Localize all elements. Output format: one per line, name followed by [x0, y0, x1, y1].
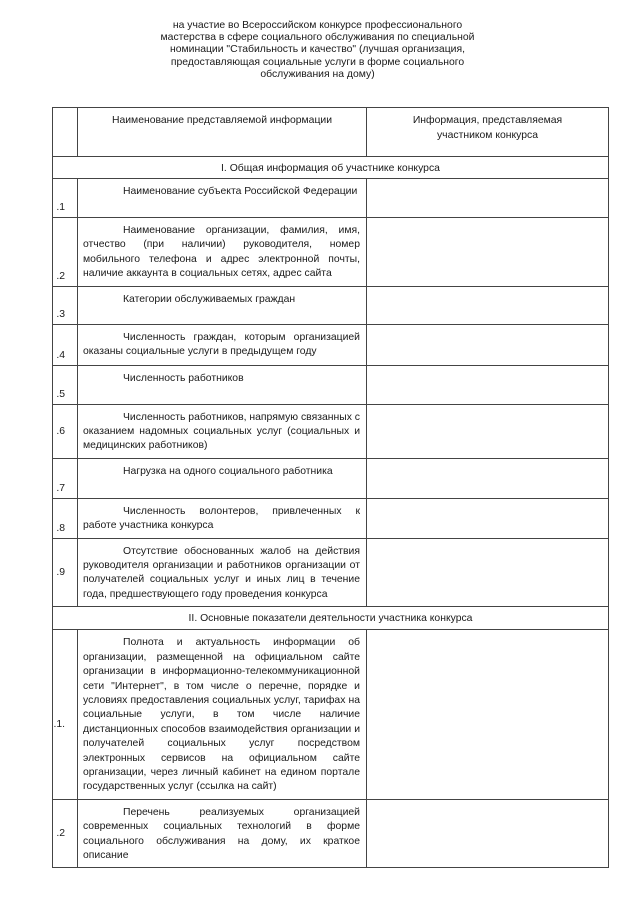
section-title: II. Основные показатели деятельности участника конкурса: [53, 607, 609, 630]
heading-line: номинации "Стабильность и качество" (лучшая организация,: [170, 44, 465, 56]
table-row: [53, 179, 609, 218]
row-label: [78, 286, 367, 324]
row-label-text: Нагрузка на одного социального работника: [123, 465, 333, 477]
row-number: .9: [53, 538, 78, 607]
row-label-text: Перечень реализуемых организацией современных социальных технологий в форме социального обслуживания на дому, их краткое описание: [83, 806, 360, 861]
row-label: [78, 538, 367, 607]
row-number: .5: [53, 365, 78, 404]
row-label-text: Категории обслуживаемых граждан: [123, 293, 296, 305]
table-row: [53, 324, 609, 365]
table-row: [53, 365, 609, 404]
row-label-text: Полнота и актуальность информации об организации, размещенной на официальном сайте организации в информационно-телекоммуникационной сети "Интернет", в том числе о перечне, порядке и условиях предоставления социальных услуг, тарифах на социальные услуги, в том числе наличие дистанционных способов взаимодействия организации и получателей социальных услуг посредством электронных сервисов на официальном сайте организации, через личный кабинет на едином портале государственных услуг (ссылка на сайт): [83, 637, 360, 793]
table-row: [53, 458, 609, 498]
heading-line: обслуживания на дому): [260, 68, 375, 80]
header-num-cell: [53, 108, 78, 157]
row-label: [78, 458, 367, 498]
row-number: .6: [53, 404, 78, 458]
row-number: .1: [53, 179, 78, 218]
table-header-row: [53, 108, 609, 157]
section-row: [53, 607, 609, 630]
heading-line: мастерства в сфере социального обслуживания по специальной: [160, 32, 475, 44]
row-label-text: Численность работников: [123, 372, 244, 384]
row-label-text: Наименование субъекта Российской Федерации: [123, 186, 358, 197]
answer-cell[interactable]: [367, 404, 609, 458]
application-form-table: [52, 107, 609, 868]
answer-cell[interactable]: [367, 324, 609, 365]
table-row: [53, 218, 609, 287]
row-label: [78, 324, 367, 365]
table-row: [53, 404, 609, 458]
heading-line: предоставляющая социальные услуги в форме социального: [170, 56, 465, 68]
row-label: [78, 799, 367, 868]
row-number: .3: [53, 286, 78, 324]
section-row: [53, 157, 609, 179]
table-row: [53, 498, 609, 538]
row-label-text: Отсутствие обоснованных жалоб на действия руководителя организации и работников организации от получателей социальных услуг и иных лиц в течение года, предшествующего году проведения конкурса: [83, 545, 360, 600]
row-label: [78, 179, 367, 218]
row-number: .8: [53, 498, 78, 538]
section-title: I. Общая информация об участнике конкурса: [53, 157, 609, 179]
answer-cell[interactable]: [367, 179, 609, 218]
row-label: [78, 630, 367, 799]
table-row: [53, 538, 609, 607]
answer-cell[interactable]: [367, 218, 609, 287]
row-number: .2: [53, 799, 78, 868]
row-number: .1.: [53, 630, 78, 799]
row-label: [78, 365, 367, 404]
row-label: [78, 218, 367, 287]
column-header-info-text: Информация, представляемая участником конкурса: [412, 115, 563, 141]
heading-line: на участие во Всероссийском конкурсе профессионального: [172, 20, 463, 31]
answer-cell[interactable]: [367, 538, 609, 607]
row-label-text: Численность волонтеров, привлеченных к работе участника конкурса: [83, 505, 360, 532]
column-header-info: [367, 108, 609, 157]
answer-cell[interactable]: [367, 458, 609, 498]
column-header-name: Наименование представляемой информации: [78, 108, 367, 157]
row-number: .4: [53, 324, 78, 365]
answer-cell[interactable]: [367, 286, 609, 324]
row-number: .2: [53, 218, 78, 287]
answer-cell[interactable]: [367, 365, 609, 404]
row-number: .7: [53, 458, 78, 498]
answer-cell[interactable]: [367, 630, 609, 799]
row-label-text: Наименование организации, фамилия, имя, отчество (при наличии) руководителя, номер мобильного телефона и адрес электронной почты, наличие аккаунта в социальных сетях, адрес сайта: [83, 225, 360, 280]
table-row: [53, 286, 609, 324]
table-row: [53, 799, 609, 868]
row-label: [78, 498, 367, 538]
table-row: [53, 630, 609, 799]
answer-cell[interactable]: [367, 799, 609, 868]
row-label: [78, 404, 367, 458]
document-heading: [0, 20, 635, 81]
row-label-text: Численность работников, напрямую связанных с оказанием надомных социальных услуг (социальных и медицинских работников): [83, 411, 360, 452]
answer-cell[interactable]: [367, 498, 609, 538]
row-label-text: Численность граждан, которым организацией оказаны социальные услуги в предыдущем году: [83, 331, 360, 358]
